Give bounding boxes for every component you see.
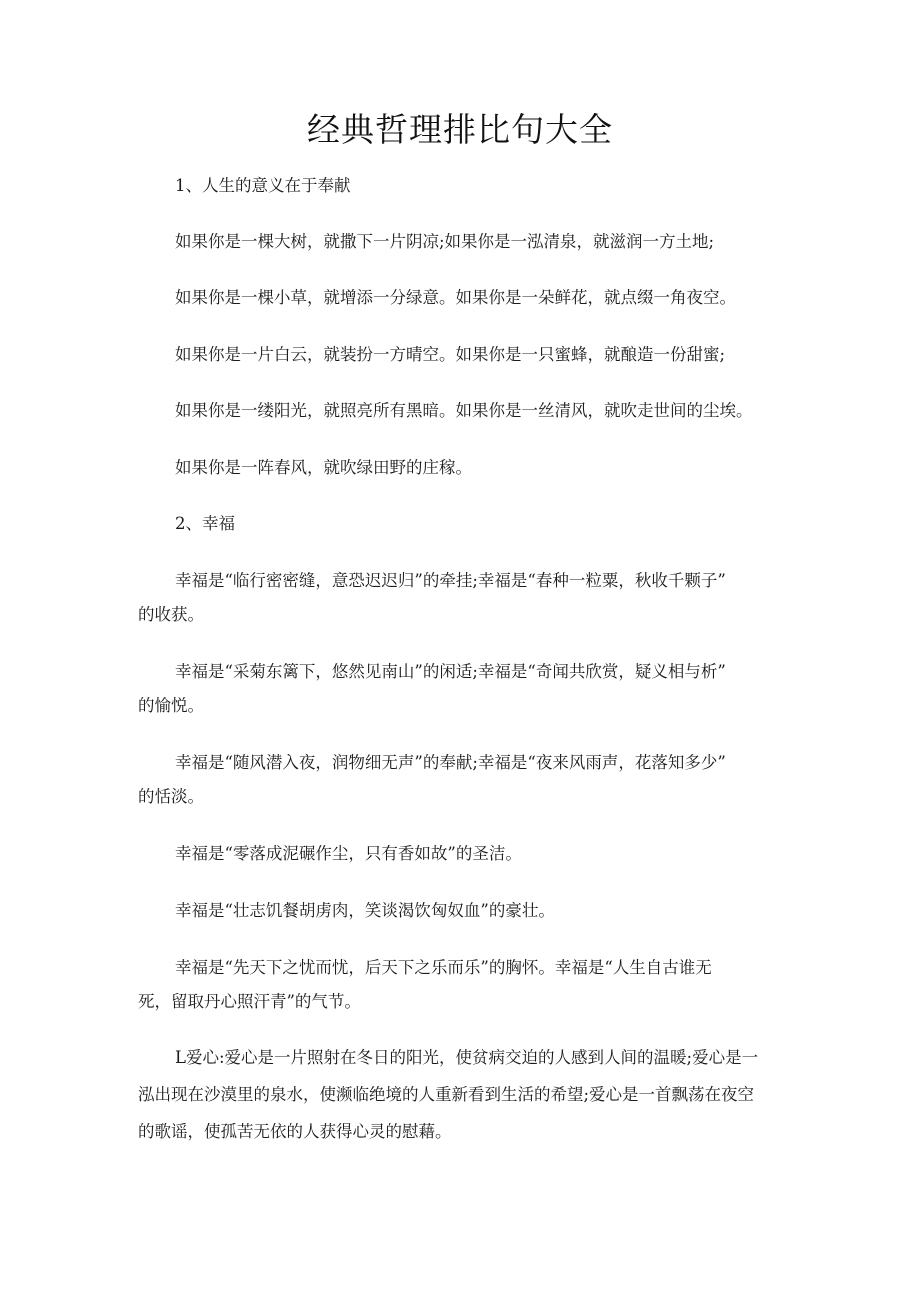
- section-1-line-1: 如果你是一棵大树，就撒下一片阴凉;如果你是一泓清泉，就滋润一方土地;: [175, 232, 715, 251]
- happiness-paragraph-3-line-1: 幸福是“随风潜入夜，润物细无声”的奉献;幸福是“夜来风雨声，花落知多少”: [175, 753, 726, 772]
- section-1-line-3: 如果你是一片白云，就装扮一方晴空。如果你是一只蜜蜂，就酿造一份甜蜜;: [175, 345, 726, 364]
- love-paragraph-line-3: 的歌谣，使孤苦无依的人获得心灵的慰藉。: [138, 1122, 452, 1141]
- love-paragraph-line-1: L爱心:爱心是一片照射在冬日的阳光，使贫病交迫的人感到人间的温暖;爱心是一: [175, 1048, 759, 1067]
- happiness-paragraph-4: 幸福是“零落成泥碾作尘，只有香如故”的圣洁。: [175, 844, 522, 863]
- section-1-line-4: 如果你是一缕阳光，就照亮所有黑暗。如果你是一丝清风，就吹走世间的尘埃。: [175, 401, 753, 420]
- document-title: 经典哲理排比句大全: [307, 110, 613, 149]
- happiness-paragraph-6-line-1: 幸福是“先天下之忧而忧，后天下之乐而乐”的胸怀。幸福是“人生自古谁无: [175, 958, 712, 977]
- happiness-paragraph-2-line-1: 幸福是“采菊东篱下，悠然见南山”的闲适;幸福是“奇闻共欣赏，疑义相与析”: [175, 662, 726, 681]
- section-1-heading: 1、人生的意义在于奉献: [175, 176, 351, 195]
- happiness-paragraph-2-line-2: 的愉悦。: [138, 696, 204, 715]
- happiness-paragraph-6-line-2: 死，留取丹心照汗青”的气节。: [138, 992, 361, 1011]
- happiness-paragraph-1-line-1: 幸福是“临行密密缝，意恐迟迟归”的牵挂;幸福是“春种一粒粟，秋收千颗子”: [175, 571, 726, 590]
- happiness-paragraph-5: 幸福是“壮志饥餐胡虏肉，笑谈渴饮匈奴血”的豪壮。: [175, 901, 555, 920]
- happiness-paragraph-1-line-2: 的收获。: [138, 605, 204, 624]
- section-1-line-5: 如果你是一阵春风，就吹绿田野的庄稼。: [175, 458, 472, 477]
- section-2-heading: 2、幸福: [175, 514, 235, 533]
- section-1-line-2: 如果你是一棵小草，就增添一分绿意。如果你是一朵鲜花，就点缀一角夜空。: [175, 288, 736, 307]
- happiness-paragraph-3-line-2: 的恬淡。: [138, 787, 204, 806]
- love-paragraph-line-2: 泓出现在沙漠里的泉水，使濒临绝境的人重新看到生活的希望;爱心是一首飘荡在夜空: [138, 1085, 755, 1104]
